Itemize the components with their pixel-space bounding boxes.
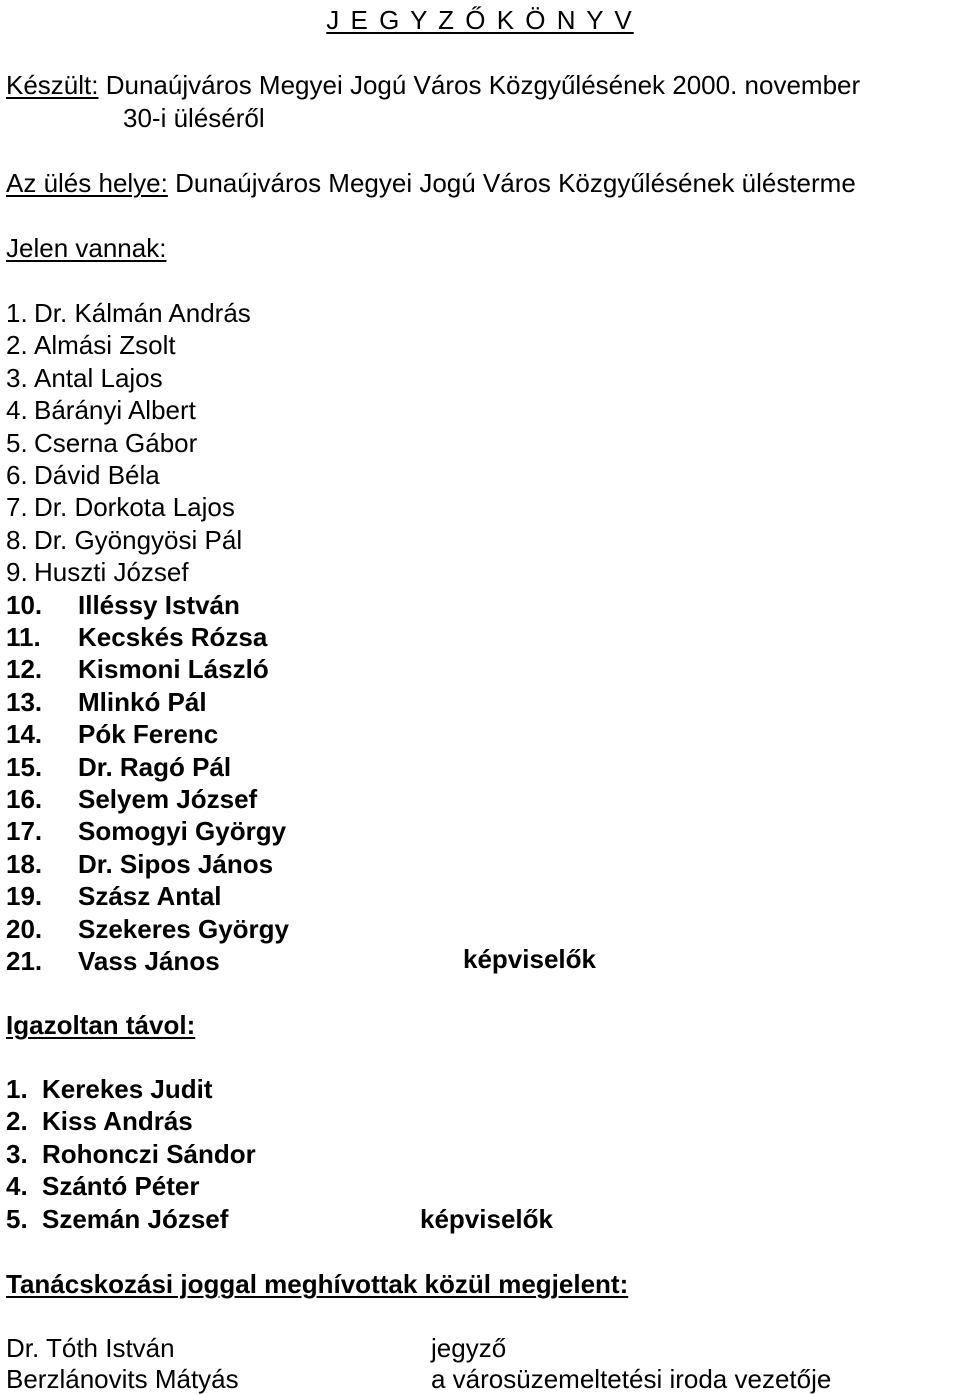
jelen-item-name: Mlinkó Pál [78,686,207,717]
invitee-name-2: Berzlánovits Mátyás [6,1364,239,1394]
jelen-item-name: Huszti József [34,557,189,588]
jelen-item-name: Kecskés Rózsa [78,622,268,652]
jelen-item-number: 21. [6,946,43,976]
tavol-item-number: 3. [6,1138,28,1169]
jelen-item-number: 18. [6,848,43,879]
jelen-item-name: Pók Ferenc [78,719,219,750]
jelen-item-name: Dr. Sipos János [78,848,274,879]
jelen-item-name: Somogyi György [78,816,287,847]
jelen-item-name: Szekeres György [78,913,290,944]
jelen-item-number: 19. [6,881,43,912]
jelen-item-name: Dávid Béla [34,460,160,490]
jelen-item-number: 20. [6,913,43,944]
jelen-item-number: 9. [6,557,28,588]
jelen-item-name: Selyem József [78,784,258,814]
tavol-label: Igazoltan távol: [6,1010,196,1040]
jelen-item-number: 3. [6,362,28,393]
tavol-item-name: Szántó Péter [42,1171,200,1202]
jelen-label: Jelen vannak: [6,233,167,263]
jelen-item-number: 11. [6,622,41,652]
keszult-line [6,72,860,98]
tavol-item-number: 2. [6,1106,28,1137]
jelen-item-number: 2. [6,330,28,361]
invitee-role-2: a városüzemeltetési iroda vezetője [431,1364,832,1394]
jelen-item-number: 7. [6,492,28,523]
jelen-item-name: Dr. Dorkota Lajos [34,492,235,523]
tavol-item-number: 5. [6,1203,28,1234]
jelen-item-number: 10. [6,589,43,620]
tavol-item-name: Kerekes Judit [42,1074,213,1104]
tavol-item-name: Szemán József [42,1203,229,1234]
jelen-item-name: Dr. Ragó Pál [78,751,232,782]
jelen-item-number: 8. [6,524,28,555]
tavol-item-number: 1. [6,1074,28,1104]
jelen-item-number: 13. [6,686,43,717]
keszult-text: Dunaújváros Megyei Jogú Város Közgyűlésének 2000. november [98,70,861,100]
jelen-item-name: Antal Lajos [34,362,163,393]
jelen-item-number: 16. [6,784,43,814]
invitee-role-1: jegyző [431,1333,507,1363]
helye-line [6,170,856,196]
tanacskozasi-label: Tanácskozási joggal meghívottak közül megjelent: [6,1269,629,1299]
jelen-item-name: Kismoni László [78,654,269,685]
document-title: J E G Y Z Ő K Ö N Y V [326,5,634,35]
jelen-item-name: Bárányi Albert [34,395,196,426]
jelen-item-name: Vass János [78,946,220,976]
jelen-item-number: 17. [6,816,43,847]
jelen-item-name: Szász Antal [78,881,222,912]
tavol-role: képviselők [420,1204,553,1234]
invitee-name-1: Dr. Tóth István [6,1333,175,1363]
jelen-role: képviselők [463,944,596,974]
jelen-item-number: 1. [6,298,28,328]
jelen-item-number: 6. [6,460,28,490]
jelen-item-number: 5. [6,427,28,458]
jelen-item-name: Almási Zsolt [34,330,176,361]
jelen-item-number: 14. [6,719,43,750]
keszult-label: Készült: [6,70,99,100]
helye-label: Az ülés helye: [6,168,168,198]
tavol-item-number: 4. [6,1171,28,1202]
jelen-item-name: Dr. Gyöngyösi Pál [34,524,243,555]
jelen-item-number: 4. [6,395,28,426]
jelen-item-number: 15. [6,751,43,782]
jelen-item-name: Cserna Gábor [34,427,198,458]
helye-text: Dunaújváros Megyei Jogú Város Közgyűlésének ülésterme [167,168,856,198]
jelen-item-name: Dr. Kálmán András [34,298,251,328]
jelen-item-number: 12. [6,654,43,685]
jelen-item-name: Illéssy István [78,589,240,620]
tavol-item-name: Rohonczi Sándor [42,1138,256,1169]
tavol-item-name: Kiss András [42,1106,193,1137]
keszult-text-line2: 30-i üléséről [123,103,265,133]
